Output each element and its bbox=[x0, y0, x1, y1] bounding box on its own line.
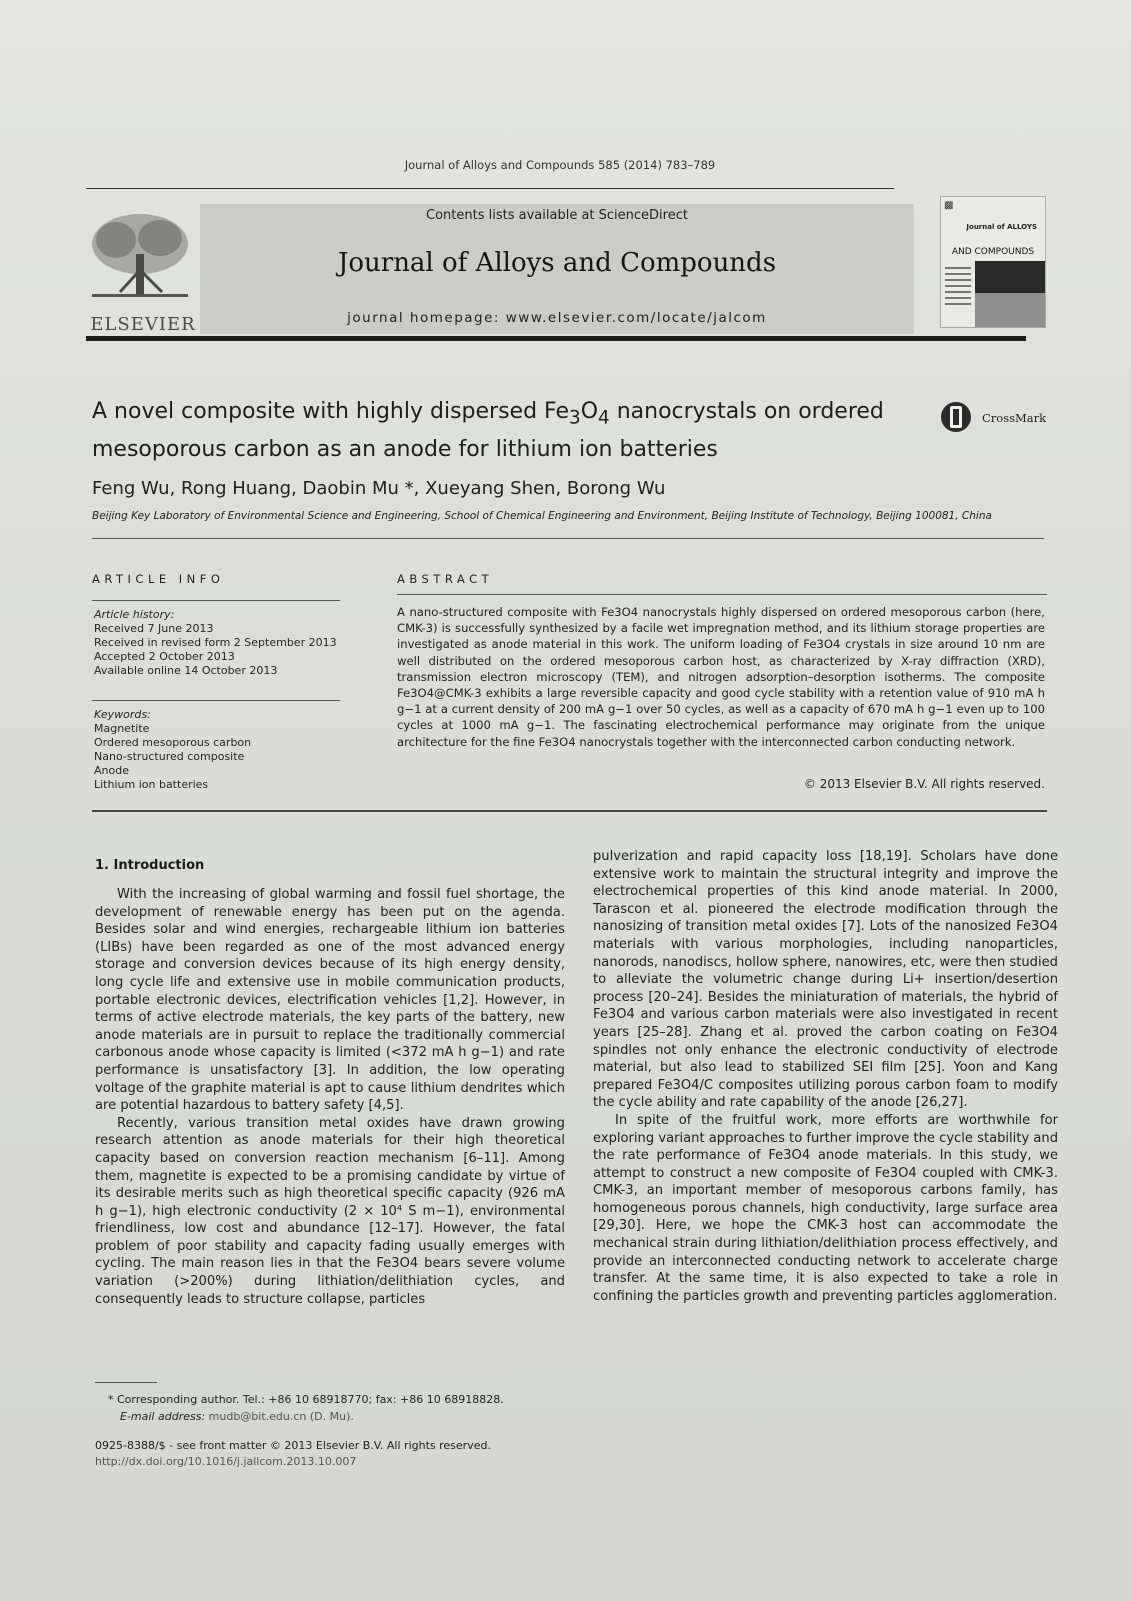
running-head: Journal of Alloys and Compounds 585 (2014) 783–789 bbox=[404, 158, 716, 172]
keyword-item: Magnetite bbox=[94, 722, 150, 735]
history-label: Article history: bbox=[94, 608, 175, 621]
intro-paragraph: With the increasing of global warming and fossil fuel shortage, the development of renewable energy has been put on the agenda. Besides solar and wind energies, rechargeable lithium ion batteries (LIBs) have been regarded as one of the most advanced energy storage and conversion devices because of its high energy density, long cycle life and extensive use in mobile communication products, portable electronic devices, electrification vehicles [1,2]. However, in terms of active electrode materials, the key parts of the battery, new anode materials are in pursuit to replace the traditionally commercial carbonous anode whose capacity is limited (<372 mA h g−1) and rate performance is unsatisfactory [3]. In addition, the low operating voltage of the graphite material is apt to cause lithium dendrites which are potential hazardous to battery safety [4,5]. bbox=[95, 887, 565, 1114]
crossmark-label: CrossMark bbox=[982, 411, 1047, 425]
publisher-logo-text: ELSEVIER bbox=[90, 314, 196, 335]
email-address-link[interactable]: mudb@bit.edu.cn (D. Mu). bbox=[208, 1410, 354, 1423]
intro-left-column bbox=[95, 886, 565, 1308]
intro-right-column bbox=[593, 848, 1058, 1305]
intro-paragraph: Recently, various transition metal oxides have drawn growing research attention as anode materials for their high theoretical capacity based on conversion reaction mechanism [6–11]. Among them, magnetite is expected to be a promising candidate by virtue of its desirable merits such as high theoretical specific capacity (926 mA h g−1), high electronic conductivity (2 × 10⁴ S m−1), environmental friendliness, low cost and abundance [12–17]. However, the fatal problem of poor stability and capacity fading usually emerges with cycling. The main reason lies in that the Fe3O4 bears severe volume variation (>200%) during lithiation/delithiation cycles, and consequently leads to structure collapse, particles bbox=[95, 1115, 565, 1307]
abstract-bottom-rule bbox=[92, 810, 1047, 812]
crossmark-icon bbox=[940, 400, 972, 434]
keyword-item: Anode bbox=[94, 764, 129, 777]
elsevier-tree-icon bbox=[86, 210, 194, 306]
cover-text-lines bbox=[945, 267, 971, 323]
keywords-rule bbox=[92, 700, 340, 701]
keywords bbox=[94, 708, 354, 792]
abstract-heading: ABSTRACT bbox=[397, 572, 494, 586]
cover-band-text: AND COMPOUNDS bbox=[951, 247, 1035, 257]
corresponding-author: * Corresponding author. Tel.: +86 10 68918770; fax: +86 10 68918828. bbox=[108, 1393, 504, 1406]
keyword-item: Ordered mesoporous carbon bbox=[94, 736, 252, 749]
corresponding-author-footnote bbox=[108, 1391, 628, 1425]
abstract-copyright: © 2013 Elsevier B.V. All rights reserved. bbox=[803, 777, 1045, 791]
footnote-rule bbox=[95, 1382, 157, 1383]
journal-cover-thumbnail bbox=[940, 196, 1046, 328]
keyword-item: Nano-structured composite bbox=[94, 750, 245, 763]
article-info-rule bbox=[92, 600, 340, 601]
journal-homepage-link[interactable]: journal homepage: www.elsevier.com/locate/jalcom bbox=[347, 310, 767, 326]
email-line bbox=[108, 1408, 628, 1425]
history-received: Received 7 June 2013 bbox=[94, 622, 214, 635]
cover-top-text: Journal of ALLOYS bbox=[966, 223, 1037, 231]
intro-paragraph: pulverization and rapid capacity loss [18,19]. Scholars have done extensive work to maintain the structural integrity and improve the electrochemical properties of this kind anode material. In 2000, Tarascon et al. pioneered the electrode modification through the nanosizing of transition metal oxides [7]. Lots of the nanosized Fe3O4 materials with various morphologies, including nanoparticles, nanorods, nanodiscs, hollow sphere, nanowires, etc, were then studied to alleviate the volumetric change during Li+ insertion/desertion process [20–24]. Besides the miniaturation of materials, the hybrid of Fe3O4 and various carbon materials were also investigated in recent years [25–28]. Zhang et al. proved the carbon coating on Fe3O4 spindles not only enhance the electronic conductivity of electrode material, but also lead to stabilized SEI film [25]. Yoon and Kang prepared Fe3O4/C composites utilizing porous carbon foam to modify the cycle ability and rate capability of the anode [26,27]. bbox=[593, 849, 1058, 1111]
email-label: E-mail address: bbox=[120, 1410, 206, 1423]
affiliation: Beijing Key Laboratory of Environmental Science and Engineering, School of Chemical Engineering and Environment, Beijing Institute of Technology, Beijing 100081, China bbox=[92, 510, 992, 522]
top-rule bbox=[86, 188, 894, 189]
cover-emblem-icon: ▩ bbox=[944, 200, 954, 211]
history-revised: Received in revised form 2 September 2013 bbox=[94, 636, 337, 649]
doi-link[interactable]: http://dx.doi.org/10.1016/j.jallcom.2013.10.007 bbox=[95, 1455, 357, 1468]
article-history bbox=[94, 608, 354, 678]
contents-line: Contents lists available at ScienceDirect bbox=[426, 208, 688, 223]
banner-bottom-rule bbox=[86, 336, 1026, 341]
abstract-text: A nano-structured composite with Fe3O4 nanocrystals highly dispersed on ordered mesoporous carbon (here, CMK-3) is successfully synthesized by a facile wet impregnation method, and its lithium storage properties are investigated as anode material in this work. The uniform loading of Fe3O4 crystals in size around 10 nm are well distributed on the ordered mesoporous carbon host, as characterized by X-ray diffraction (XRD), transmission electron microscopy (TEM), and nitrogen adsorption–desorption isotherms. The composite Fe3O4@CMK-3 exhibits a large reversible capacity and good cycle stability with a retention value of 910 mA h g−1 at a current density of 200 mA g−1 over 50 cycles, as well as a capacity of 670 mA h g−1 even up to 100 cycles at 1000 mA g−1. The fascinating electrochemical performance may originate from the unique architecture for the fine Fe3O4 nanocrystals together with the interconnected carbon conducting network. bbox=[397, 605, 1045, 749]
authors: Feng Wu, Rong Huang, Daobin Mu *, Xueyang Shen, Borong Wu bbox=[92, 478, 666, 499]
article-info-heading: ARTICLE INFO bbox=[92, 572, 225, 586]
intro-paragraph: In spite of the fruitful work, more efforts are worthwhile for exploring variant approaches to further improve the cycle stability and the rate performance of Fe3O4 anode materials. In this study, we attempt to construct a new composite of Fe3O4 coupled with CMK-3. CMK-3, an important member of mesoporous carbons family, has homogeneous porous channels, high conductivity, large surface area [29,30]. Here, we hope the CMK-3 host can accommodate the mechanical strain during lithiation/delithiation process effectively, and provide an interconnected conducting network to accelerate charge transfer. At the same time, it is also expected to take a role in confining the particles growth and preventing particles agglomeration. bbox=[593, 1112, 1059, 1304]
affiliation-rule bbox=[92, 538, 1044, 539]
article-title: A novel composite with highly dispersed $Fe_3O_4$ nanocrystals on ordered mesoporous carbon as an anode for lithium ion batteries bbox=[92, 399, 884, 463]
page-footer bbox=[95, 1438, 695, 1470]
journal-title: Journal of Alloys and Compounds bbox=[337, 248, 777, 278]
keyword-item: Lithium ion batteries bbox=[94, 778, 209, 791]
crossmark-badge[interactable] bbox=[940, 400, 1050, 440]
issn-line: 0925-8388/$ - see front matter © 2013 Elsevier B.V. All rights reserved. bbox=[95, 1439, 491, 1452]
history-accepted: Accepted 2 October 2013 bbox=[94, 650, 235, 663]
introduction-heading: 1. Introduction bbox=[95, 858, 205, 873]
abstract-rule bbox=[397, 594, 1047, 595]
cover-gray-block bbox=[975, 293, 1045, 327]
keywords-label: Keywords: bbox=[94, 708, 151, 721]
history-online: Available online 14 October 2013 bbox=[94, 664, 278, 677]
